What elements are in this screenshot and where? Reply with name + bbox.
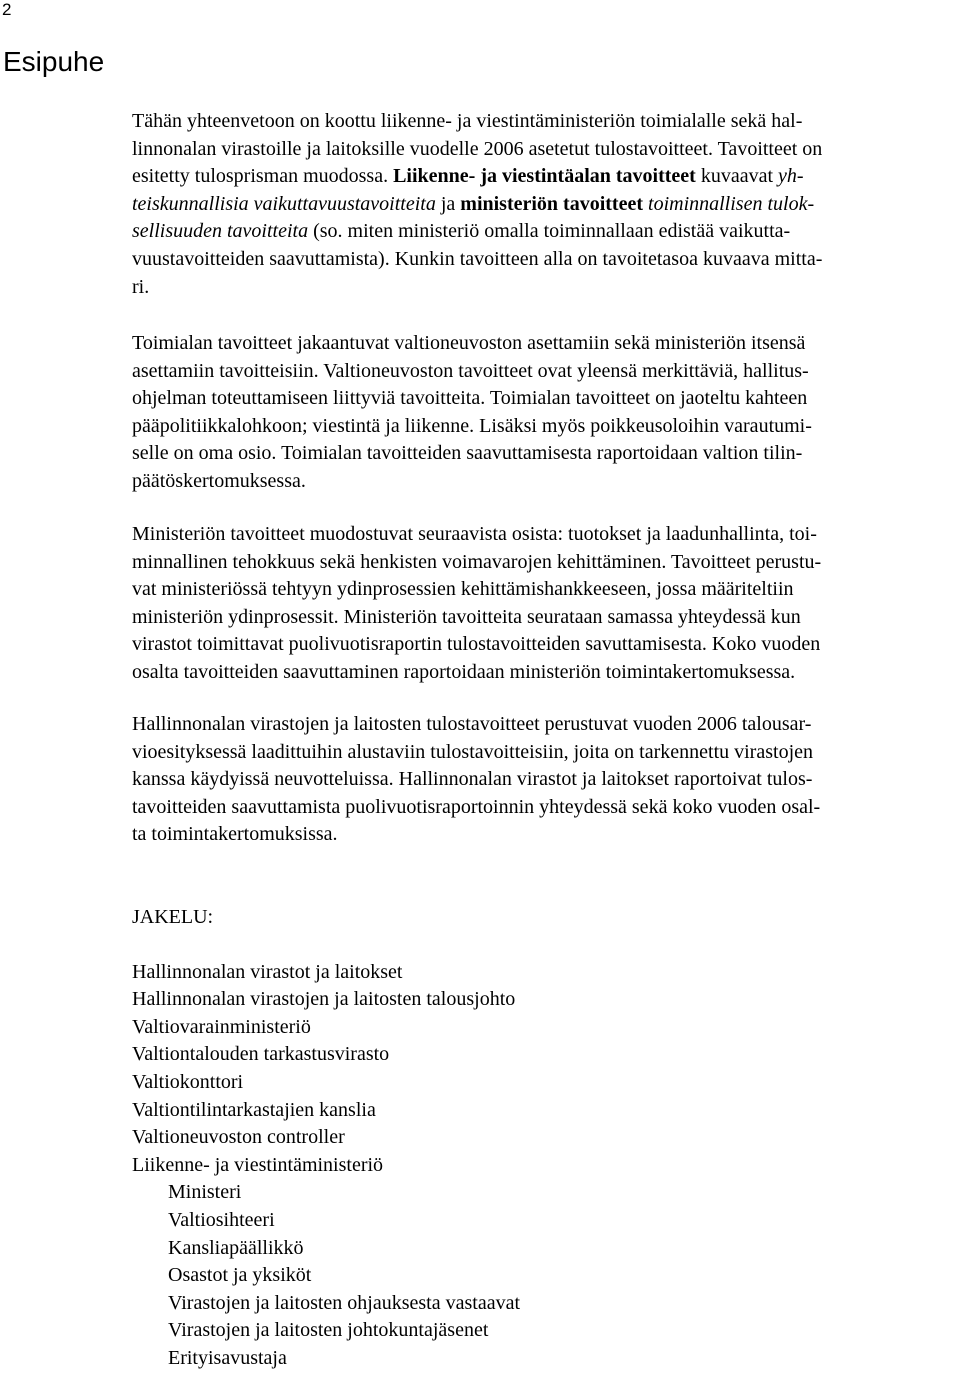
text-line: Toimialan tavoitteet jakaantuvat valtioneuvoston asettamiin sekä ministeriön itsensä [132,332,806,354]
bold-term: ministeriön tavoitteet [460,192,644,215]
page-number: 2 [2,0,12,19]
list-item: Hallinnonalan virastojen ja laitosten talousjohto [132,988,516,1011]
distribution-section [132,904,520,1373]
text-line: virastot toimittavat puolivuotisraportin tulostavoitteiden savuttamisesta. Koko vuoden [132,633,821,656]
text-line: vioesityksessä laadittuihin alustaviin tulostavoitteisiin, joita on tarkennettu virastojen [132,740,813,763]
italic-term: yh- [778,165,804,188]
text-line: päätöskertomuksessa. [132,469,306,492]
italic-term: sellisuuden tavoitteita [132,220,309,243]
text-line: tavoitteiden saavuttamista puolivuotisraportoinnin yhteydessä sekä koko vuoden osal- [132,795,821,818]
text-line: Hallinnonalan virastojen ja laitosten tulostavoitteet perustuvat vuoden 2006 talousar- [132,713,812,735]
text-line: Ministeriön tavoitteet muodostuvat seuraavista osista: tuotokset ja laadunhallinta, toi- [132,523,817,545]
text-line: osalta tavoitteiden saavuttaminen raportoidaan ministeriön toimintakertomuksessa. [132,660,796,683]
text-segment: esitetty tulosprisman muodossa. [132,165,394,188]
paragraph-ministry-goals [132,521,960,687]
text-line: vat ministeriössä tehtyyn ydinprosessien kehittämishankkeeseen, jossa määriteltiin [132,578,794,601]
text-segment: kuvaavat [695,165,779,188]
sub-list-item: Kansliapäällikkö [168,1236,304,1259]
text-line: minnallinen tehokkuus sekä henkisten voimavarojen kehittäminen. Tavoitteet perustu- [132,550,822,573]
text-line [132,191,960,219]
text-line: ri. [132,275,150,298]
text-line: Tähän yhteenvetoon on koottu liikenne- ja viestintäministeriön toimialalle sekä hal- [132,110,803,132]
distribution-sub-list [132,1179,520,1372]
text-line: ministeriön ydinprosessit. Ministeriön tavoitteita seurataan samassa yhteydessä kun [132,605,801,628]
list-item: Valtiontilintarkastajien kanslia [132,1098,376,1121]
text-line: selle on oma osio. Toimialan tavoitteiden saavuttamisesta raportoidaan valtion tilin- [132,442,803,465]
text-line: linnonalan virastoille ja laitoksille vuodelle 2006 asetetut tulostavoitteet. Tavoitteet on [132,137,823,160]
bold-term: Liikenne- ja viestintäalan tavoitteet [393,165,696,188]
italic-term: toiminnallisen tulok- [648,192,815,215]
list-item: Valtiontalouden tarkastusvirasto [132,1043,390,1066]
distribution-heading: JAKELU: [132,906,214,928]
list-item [132,1152,520,1373]
page-title: Esipuhe [3,46,105,77]
sub-list-item: Ministeri [168,1181,242,1204]
text-line: vuustavoitteiden saavuttamista). Kunkin tavoitteen alla on tavoitetasoa kuvaava mitta- [132,247,823,270]
sub-list-item: Erityisavustaja [168,1346,287,1369]
sub-list-item: Virastojen ja laitosten johtokuntajäsenet [168,1319,489,1342]
paragraph-intro [132,108,960,301]
sub-list-item: Osastot ja yksiköt [168,1264,312,1287]
list-item: Hallinnonalan virastot ja laitokset [132,960,403,983]
paragraph-agency-goals [132,711,960,849]
text-segment: ja [435,192,461,215]
text-line [132,218,960,246]
italic-term: teiskunnallisia vaikuttavuustavoitteita [132,192,436,215]
text-segment: (so. miten ministeriö omalla toiminnallaan edistää vaikutta- [308,220,791,243]
list-item-label: Liikenne- ja viestintäministeriö [132,1153,384,1176]
text-line: asettamiin tavoitteisiin. Valtioneuvoston tavoitteet ovat yleensä merkittäviä, hallitus- [132,359,809,382]
list-item: Valtiokonttori [132,1070,244,1093]
list-item: Valtiovarainministeriö [132,1015,311,1038]
text-line: kanssa käydyissä neuvotteluissa. Hallinnonalan virastot ja laitokset raportoivat tulos- [132,768,813,791]
sub-list-item: Valtiosihteeri [168,1208,275,1231]
paragraph-goals-structure [132,330,960,496]
text-line: ta toimintakertomuksissa. [132,823,338,846]
text-line: ohjelman toteuttamiseen liittyviä tavoitteita. Toimialan tavoitteet on jaoteltu kahteen [132,387,808,410]
list-item: Valtioneuvoston controller [132,1126,345,1149]
text-line [132,163,960,191]
distribution-list [132,959,520,1373]
text-line: pääpolitiikkalohkoon; viestintä ja liikenne. Lisäksi myös poikkeusoloihin varautumi- [132,414,812,437]
sub-list-item: Virastojen ja laitosten ohjauksesta vastaavat [168,1291,521,1314]
